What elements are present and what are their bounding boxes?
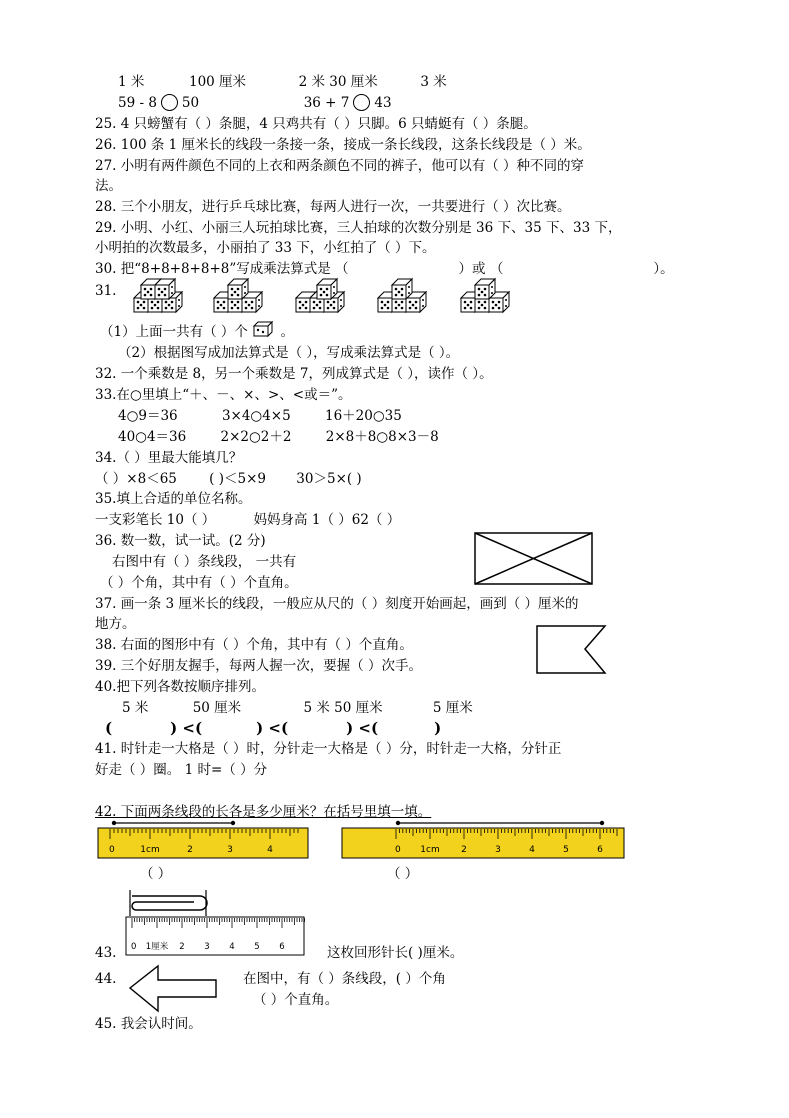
ruler-label: 0 [395, 845, 401, 855]
ruler-label: 1cm [140, 845, 160, 855]
question-36-b: （ ）个角，其中有（ ）个直角。 [100, 575, 298, 591]
unit-2: 100 厘米 [188, 74, 247, 90]
ruler-label: 4 [267, 845, 273, 855]
compare-circle-1[interactable] [161, 94, 178, 111]
ruler-label: 3 [204, 942, 210, 952]
question-31-2: （2）根据图写成加法算式是（ ），写成乘法算式是（ ）。 [118, 345, 460, 361]
ruler-label: 0 [109, 845, 115, 855]
q40-blank-lt-1: ) <( [170, 719, 203, 737]
question-39: 39. 三个好朋友握手，每两人握一次，要握（ ）次手。 [95, 658, 423, 674]
question-44-text: 在图中，有（ ）条线段，( ）个角 [243, 971, 446, 987]
question-26: 26. 100 条 1 厘米长的线段一条接一条，接成一条长线段，这条长线段是（ ）米。 [95, 137, 591, 153]
unit-3: 2 米 30 厘米 [298, 74, 378, 90]
question-40-items [122, 698, 473, 718]
compare-left-2: 36 + 7 [303, 95, 350, 111]
paperclip-icon [130, 890, 207, 916]
q40-blank-open: ( [105, 719, 113, 737]
compare-right-2: 43 [374, 95, 392, 111]
rectangle-diagonals-figure [473, 531, 595, 587]
question-41: 41. 时针走一大格是（ ）时，分针走一大格是（ ）分，时针走一大格，分针正 [95, 741, 562, 757]
q40-blank-close: ) [434, 719, 442, 737]
q40-item-3: 5 米 50 厘米 [303, 700, 383, 716]
q33-item-5: 2×2○2＋2 [220, 429, 292, 445]
q33-item-1: 4○9＝36 [118, 408, 178, 424]
ruler-label: 2 [461, 845, 467, 855]
q34-item-3: 30＞5×( ) [296, 471, 362, 487]
q33-item-2: 3×4○4×5 [221, 408, 291, 424]
q34-item-2: ( )＜5×9 [209, 471, 266, 487]
cube-stack-1 [134, 279, 182, 312]
q40-item-1: 5 米 [122, 700, 149, 716]
compare-circle-2[interactable] [353, 94, 370, 111]
ruler-label: 5 [254, 942, 260, 952]
question-36: 36. 数一数，试一试。(2 分) [95, 533, 266, 549]
question-33-row-2 [118, 427, 439, 447]
ruler-2 [340, 818, 626, 860]
compare-row [118, 93, 392, 113]
question-34: 34.（ ）里最大能填几？ [95, 450, 243, 466]
question-44-number: 44. [95, 971, 117, 987]
question-44-cont: （ ）个直角。 [253, 992, 339, 1008]
question-43-number: 43. [95, 945, 117, 961]
question-40: 40.把下列各数按顺序排列。 [95, 679, 265, 695]
question-42-blank-1: （ ） [140, 866, 172, 882]
question-37: 37. 画一条 3 厘米长的线段，一般应从尺的（ ）刻度开始画起，画到（ ）厘米的 [95, 596, 579, 612]
ruler-3-with-paperclip [124, 886, 306, 958]
cube-stack-5 [461, 279, 509, 312]
q34-item-1: （ ）×8＜65 [95, 471, 177, 487]
question-43-text: 这枚回形针长( )厘米。 [327, 945, 464, 961]
units-row [118, 72, 447, 92]
question-37-cont: 地方。 [95, 616, 136, 632]
flag-shape-figure [535, 624, 609, 676]
q33-item-6: 2×8＋8○8×3－8 [325, 429, 439, 445]
q35-item-2: 妈妈身高 1（ ）62（ ） [253, 512, 401, 528]
compare-left-1: 59 - 8 [118, 95, 157, 111]
ruler-label: 6 [279, 942, 285, 952]
question-40-blanks [105, 718, 441, 738]
question-35-row [95, 510, 400, 530]
q40-item-4: 5 厘米 [432, 700, 473, 716]
question-42-blank-2: （ ） [387, 866, 419, 882]
question-33: 33.在○里填上“＋、－、×、>、<或＝”。 [95, 387, 352, 403]
question-30-text: 30. 把“8+8+8+8+8”写成乘法算式是 （ [95, 261, 349, 277]
ruler-label: 2 [179, 942, 185, 952]
question-27: 27. 小明有两件颜色不同的上衣和两条颜色不同的裤子，他可以有（ ）种不同的穿 [95, 158, 585, 174]
ruler-label: 1cm [420, 845, 440, 855]
ruler-label: 6 [597, 845, 603, 855]
question-31-number: 31. [95, 283, 117, 299]
ruler-1 [96, 818, 310, 860]
cube-stack-3 [296, 279, 344, 312]
question-29: 29. 小明、小红、小丽三人玩拍球比赛，三人拍球的次数分别是 36 下、35 下、33 下， [95, 220, 622, 236]
cube-stack-4 [378, 279, 426, 312]
arrow-shape-figure [128, 964, 220, 1014]
ruler-label: 5 [563, 845, 569, 855]
cube-stack-2 [214, 279, 262, 312]
ruler-label: 0 [131, 942, 137, 952]
question-33-row-1 [118, 406, 402, 426]
question-35: 35.填上合适的单位名称。 [95, 491, 252, 507]
question-31-1-end: 。 [280, 324, 294, 340]
q33-item-3: 16＋20○35 [325, 408, 402, 424]
unit-4: 3 米 [420, 74, 447, 90]
question-42: 42. 下面两条线段的长各是多少厘米？在括号里填一填。 [95, 804, 432, 820]
unit-1: 1 米 [118, 74, 145, 90]
question-29-cont: 小明拍的次数最多，小丽拍了 33 下，小红拍了（ ）下。 [95, 240, 436, 256]
question-31-1-text: （1）上面一共有（ ）个 [100, 324, 248, 340]
cube-icon [252, 321, 276, 341]
question-32: 32. 一个乘数是 8，另一个乘数是 7，列成算式是（ ），读作（ ）。 [95, 366, 493, 382]
question-27-cont: 法。 [95, 178, 122, 194]
question-45: 45. 我会认时间。 [95, 1016, 202, 1032]
q35-item-1: 一支彩笔长 10（ ） [95, 512, 216, 528]
ruler-label: 4 [529, 845, 535, 855]
question-25: 25. 4 只螃蟹有（ ）条腿，4 只鸡共有（ ）只脚。6 只蜻蜓有（ ）条腿。 [95, 116, 537, 132]
question-30-or: ）或 （ [458, 261, 504, 277]
q40-blank-lt-2: ) <( [256, 719, 289, 737]
ruler-label: 2 [187, 845, 193, 855]
q40-item-2: 50 厘米 [192, 700, 242, 716]
question-38: 38. 右面的图形中有（ ）个角，其中有（ ）个直角。 [95, 637, 413, 653]
ruler-label: 3 [495, 845, 501, 855]
q33-item-4: 40○4＝36 [118, 429, 187, 445]
compare-right-1: 50 [181, 95, 200, 111]
question-31-1 [100, 321, 294, 342]
q40-blank-lt-3: ) <( [346, 719, 379, 737]
ruler-label: 1厘米 [145, 942, 169, 952]
question-30-end: ）。 [653, 261, 674, 277]
ruler-label: 3 [227, 845, 233, 855]
cube-stacks-figure [128, 276, 528, 314]
question-36-a: 右图中有（ ）条线段， 一共有 [112, 554, 297, 570]
question-41-cont: 好走（ ）圈。 1 时=（ ）分 [95, 762, 268, 778]
question-28: 28. 三个小朋友，进行乒乓球比赛，每两人进行一次，一共要进行（ ）次比赛。 [95, 199, 571, 215]
question-34-row [95, 469, 362, 489]
ruler-label: 4 [229, 942, 235, 952]
